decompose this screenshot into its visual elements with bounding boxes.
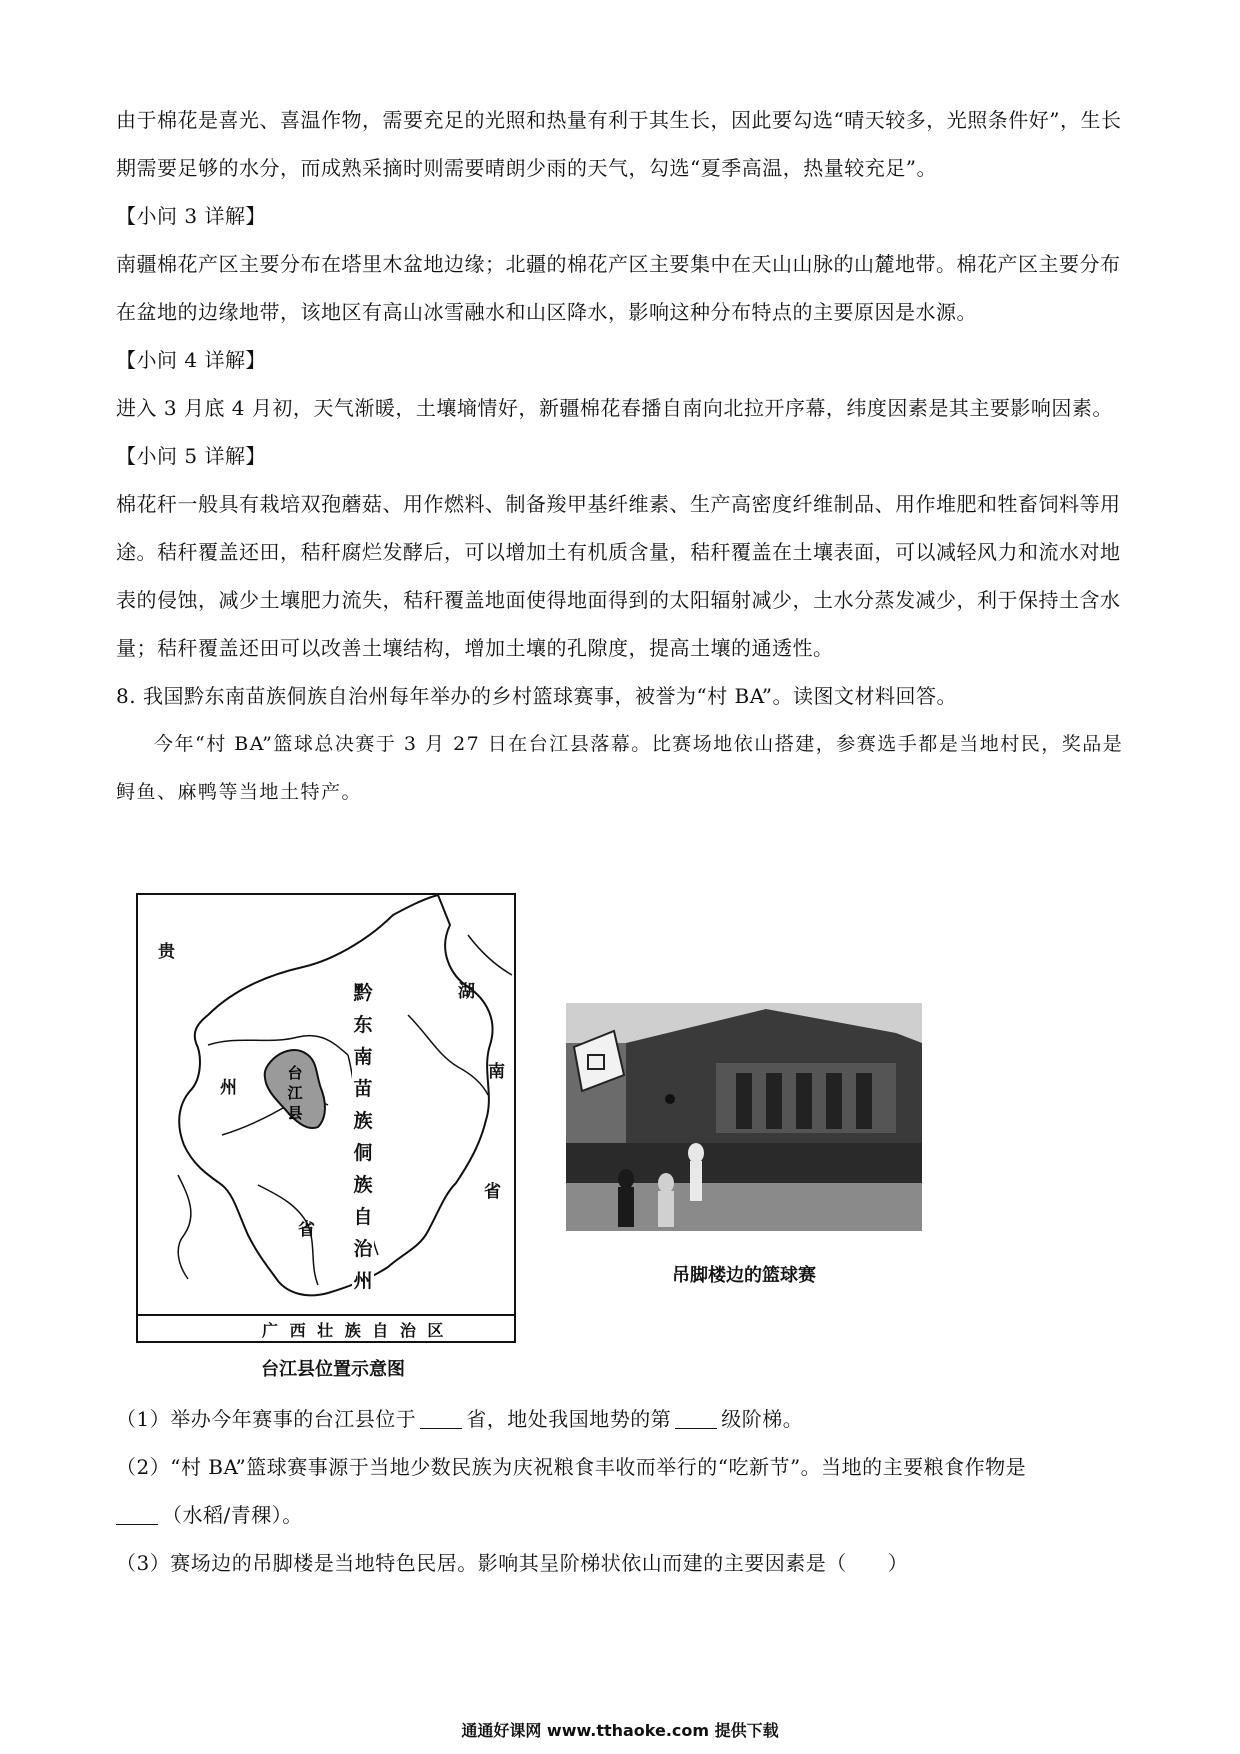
map-label-guangxi: 广 西 壮 族 自 治 区: [258, 1318, 450, 1341]
subquestion-1-text-c: 级阶梯。: [721, 1407, 804, 1431]
subquestion-2-text-a: （2）“村 BA”篮球赛事源于当地少数民族为庆祝粮食丰收而举行的“吃新节”。当地的主要粮食作物是: [116, 1455, 1027, 1479]
paragraph-q3-detail: 南疆棉花产区主要分布在塔里木盆地边缘；北疆的棉花产区主要集中在天山山脉的山麓地带。棉花产区主要分布在盆地的边缘地带，该地区有高山冰雪融水和山区降水，影响这种分布特点的主要原因是水源。: [116, 252, 1121, 324]
map-label-hu: 湖: [458, 982, 475, 1002]
photo-caption: 吊脚楼边的篮球赛: [672, 1265, 816, 1286]
question-8-subquestions: [116, 1395, 1128, 1587]
map-label-sheng-right: 省: [484, 1182, 501, 1202]
paragraph-q4-detail: 进入 3 月底 4 月初，天气渐暖，土壤墒情好，新疆棉花春播自南向北拉开序幕，纬度因素是其主要影响因素。: [116, 396, 1113, 420]
basketball-photo: [566, 1003, 922, 1231]
reading-material: 今年“村 BA”篮球总决赛于 3 月 27 日在台江县落幕。比赛场地依山搭建，参赛选手都是当地村民，奖品是鲟鱼、麻鸭等当地土特产。: [116, 733, 1124, 803]
map-label-nan: 南: [488, 1062, 505, 1082]
answer-blank-terrace[interactable]: [675, 1408, 717, 1429]
footer-source: 通通好课网 www.tthaoke.com 提供下载: [461, 1721, 779, 1740]
subquestion-1: [116, 1395, 1128, 1443]
subquestion-2-text-b: （水稻/青稞）。: [162, 1503, 303, 1527]
answer-blank-province[interactable]: [420, 1408, 462, 1429]
answer-explanations: [116, 96, 1128, 816]
question-8-stem: 8. 我国黔东南苗族侗族自治州每年举办的乡村篮球赛事，被誉为“村 BA”。读图文材料回答。: [116, 684, 957, 708]
paragraph-q2-detail: 由于棉花是喜光、喜温作物，需要充足的光照和热量有利于其生长，因此要勾选“晴天较多，光照条件好”，生长期需要足够的水分，而成熟采摘时则需要晴朗少雨的天气，勾选“夏季高温，热量较充足”。: [116, 108, 1122, 180]
heading-q3-detail: 【小问 3 详解】: [116, 204, 266, 228]
map-caption: 台江县位置示意图: [261, 1359, 405, 1380]
map-label-sheng-left: 省: [298, 1220, 315, 1240]
subquestion-1-text-a: （1）举办今年赛事的台江县位于: [116, 1407, 417, 1431]
heading-q4-detail: 【小问 4 详解】: [116, 348, 266, 372]
heading-q5-detail: 【小问 5 详解】: [116, 444, 266, 468]
subquestion-2-answer-line: [116, 1491, 1128, 1539]
answer-blank-crop[interactable]: [116, 1504, 158, 1525]
map-label-gui: 贵: [158, 942, 175, 962]
paragraph-q5-detail: 棉花秆一般具有栽培双孢蘑菇、用作燃料、制备羧甲基纤维素、生产高密度纤维制品、用作堆肥和牲畜饲料等用途。秸秆覆盖还田，秸秆腐烂发酵后，可以增加土有机质含量，秸秆覆盖在土壤表面，可以减轻风力和流水对地表的侵蚀，减少土壤肥力流失，秸秆覆盖地面使得地面得到的太阳辐射减少，土水分蒸发减少，利于保持土含水量；秸秆覆盖还田可以改善土壤结构，增加土壤的孔隙度，提高土壤的通透性。: [116, 492, 1121, 660]
map-label-zhou: 州: [220, 1078, 237, 1098]
map-label-county: 台江县: [287, 1064, 303, 1122]
taijiang-location-map: [136, 893, 516, 1343]
photo-scene: [566, 1003, 922, 1231]
map-boundaries: [138, 895, 514, 1341]
subquestion-2: [116, 1443, 1128, 1491]
subquestion-1-text-b: 省，地处我国地势的第: [466, 1407, 672, 1431]
map-label-prefecture: 黔东南苗族侗族自治州: [352, 977, 374, 1297]
subquestion-3: （3）赛场边的吊脚楼是当地特色民居。影响其呈阶梯状依山而建的主要因素是（ ）: [116, 1551, 909, 1575]
